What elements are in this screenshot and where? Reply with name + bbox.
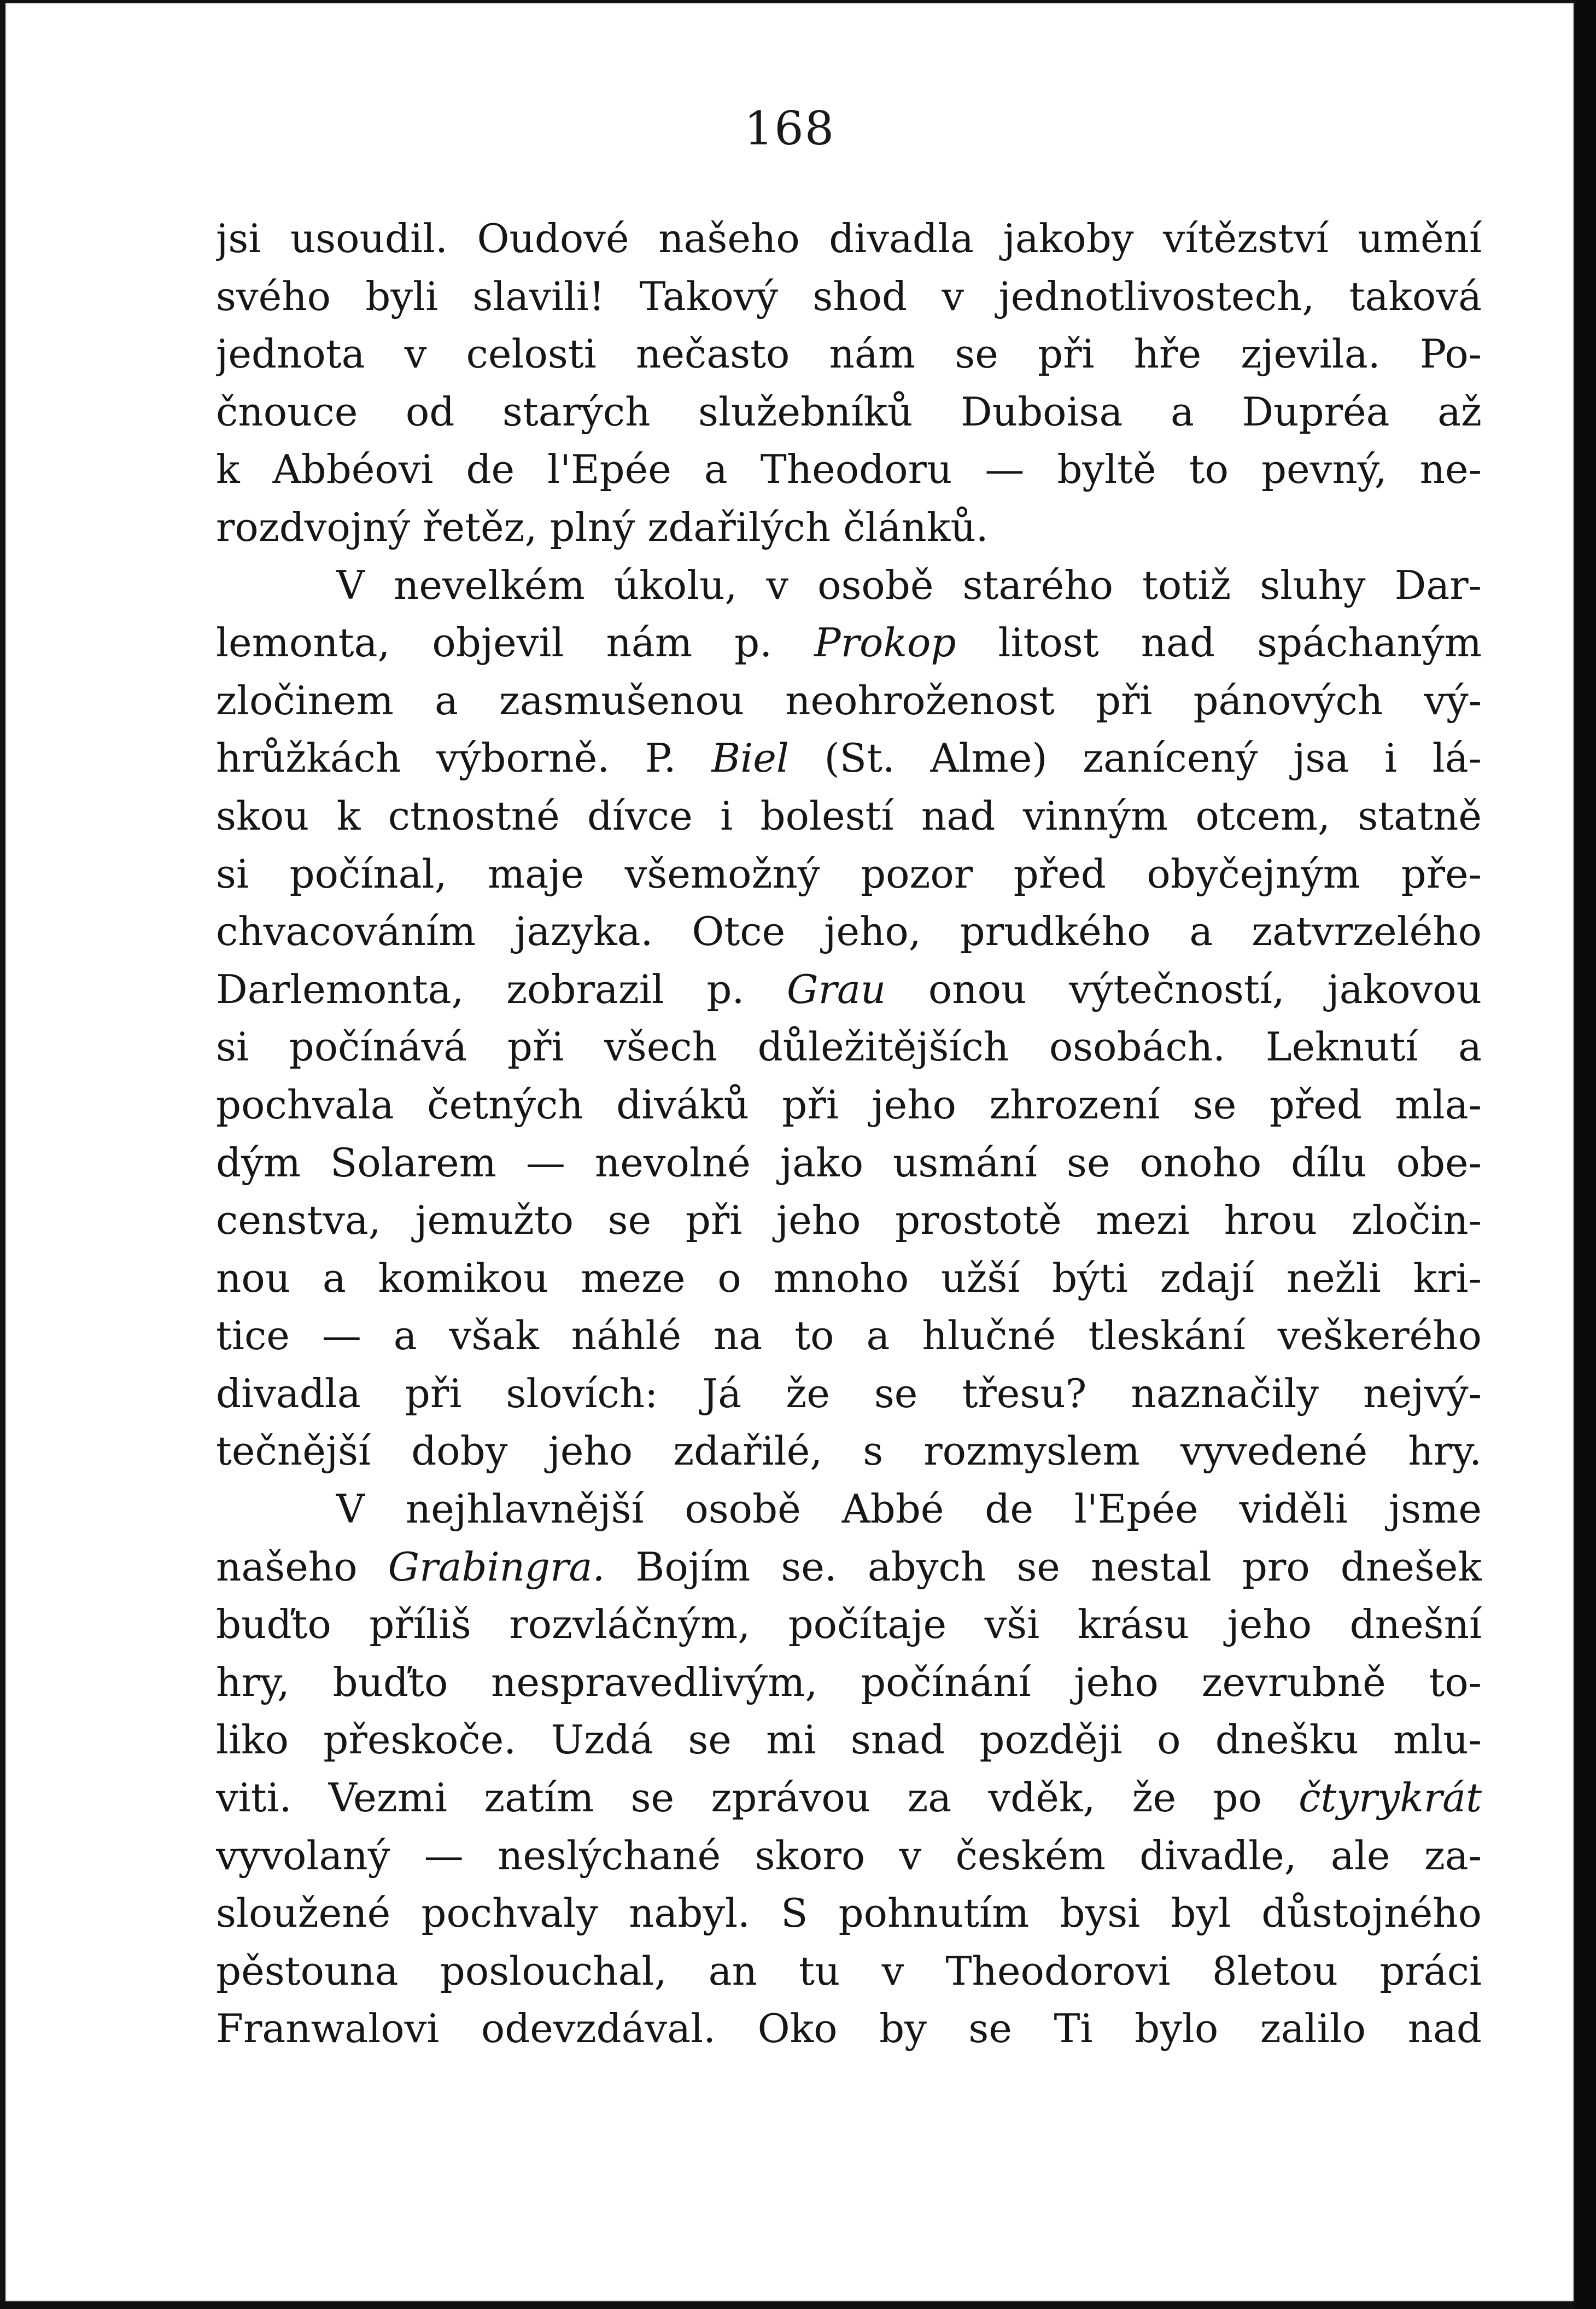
- text-line: V nevelkém úkolu, v osobě starého totiž sluhy Dar-: [336, 562, 1482, 608]
- text-line: Franwalovi odevzdával. Oko by se Ti bylo zalilo nad: [216, 2005, 1482, 2052]
- text-line: tečnější doby jeho zdařilé, s rozmyslem vyvedené hry.: [216, 1428, 1482, 1474]
- text-line: pěstouna poslouchal, an tu v Theodorovi 8letou práci: [216, 1948, 1482, 1994]
- text-segment: onou výtečností, jakovou: [928, 966, 1482, 1012]
- actor-name: Biel: [711, 735, 789, 782]
- text-line: V nejhlavnější osobě Abbé de l'Epée viděli jsme: [336, 1486, 1482, 1532]
- text-line: dým Solarem — nevolné jako usmání se onoho dílu obe-: [216, 1139, 1482, 1186]
- text-line: [216, 961, 1482, 1019]
- text-line: hry, buďto nespravedlivým, počínání jeho zevrubně to-: [216, 1659, 1482, 1705]
- text-line: pochvala četných diváků při jeho zhrození se před mla-: [216, 1081, 1482, 1128]
- page-number: 168: [744, 102, 835, 155]
- text-line: divadla při slovích: Já že se třesu? naznačily nejvý-: [216, 1370, 1482, 1416]
- text-line: skou k ctnostné dívce i bolestí nad vinným otcem, statně: [216, 792, 1482, 839]
- text-line: sloužené pochvaly nabyl. S pohnutím bysi byl důstojného: [216, 1890, 1482, 1937]
- text-line: k Abbéovi de l'Epée a Theodoru — byltě to pevný, ne-: [216, 446, 1482, 493]
- actor-name: Prokop: [814, 620, 956, 666]
- text-line: buďto příliš rozvláčným, počítaje vši krásu jeho dnešní: [216, 1601, 1482, 1648]
- text-line: [216, 614, 1482, 672]
- text-segment: lemonta, objevil nám p.: [216, 620, 773, 666]
- text-line: tice — a však náhlé na to a hlučné tleskání veškerého: [216, 1313, 1482, 1359]
- text-segment: našeho: [216, 1543, 358, 1590]
- text-line: čnouce od starých služebníků Duboisa a Dupréa až: [216, 388, 1482, 435]
- text-line: rozdvojný řetěz, plný zdařilých článků.: [216, 504, 989, 550]
- emphasis: čtyrykrát: [1299, 1775, 1482, 1821]
- text-line: liko přeskoče. Uzdá se mi snad později o dnešku mlu-: [216, 1717, 1482, 1763]
- text-line: jednota v celosti nečasto nám se při hře zjevila. Po-: [216, 331, 1482, 377]
- text-line: [216, 1769, 1482, 1827]
- text-line: vyvolaný — neslýchané skoro v českém divadle, ale za-: [216, 1832, 1482, 1879]
- actor-name: Grabingra.: [388, 1543, 605, 1590]
- text-line: si počínal, maje všemožný pozor před obyčejným pře-: [216, 850, 1482, 897]
- scan-edge: [1575, 0, 1596, 2309]
- text-line: [216, 1538, 1482, 1596]
- text-line: chvacováním jazyka. Otce jeho, prudkého a zatvrzelého: [216, 908, 1482, 955]
- text-line: zločinem a zasmušenou neohroženost při pánových vý-: [216, 677, 1482, 724]
- text-line: nou a komikou meze o mnoho užší býti zdají nežli kri-: [216, 1255, 1482, 1301]
- text-line: censtva, jemužto se při jeho prostotě mezi hrou zločin-: [216, 1197, 1482, 1244]
- book-page: [5, 3, 1574, 2301]
- actor-name: Grau: [787, 966, 886, 1012]
- text-segment: hrůžkách výborně. P.: [216, 735, 676, 782]
- body-text: [216, 210, 1482, 2058]
- text-line: svého byli slavili! Takový shod v jednotlivostech, taková: [216, 273, 1482, 319]
- text-segment: viti. Vezmi zatím se zprávou za vděk, že po: [216, 1775, 1262, 1821]
- text-line: jsi usoudil. Oudové našeho divadla jakoby vítězství umění: [216, 215, 1482, 261]
- text-segment: Bojím se. abych se nestal pro dnešek: [635, 1543, 1482, 1590]
- text-segment: Darlemonta, zobrazil p.: [216, 966, 745, 1012]
- text-segment: litost nad spáchaným: [998, 620, 1482, 666]
- text-line: si počínává při všech důležitějších osobách. Leknutí a: [216, 1024, 1482, 1070]
- text-line: [216, 730, 1482, 788]
- text-segment: (St. Alme) zanícený jsa i lá-: [824, 735, 1482, 782]
